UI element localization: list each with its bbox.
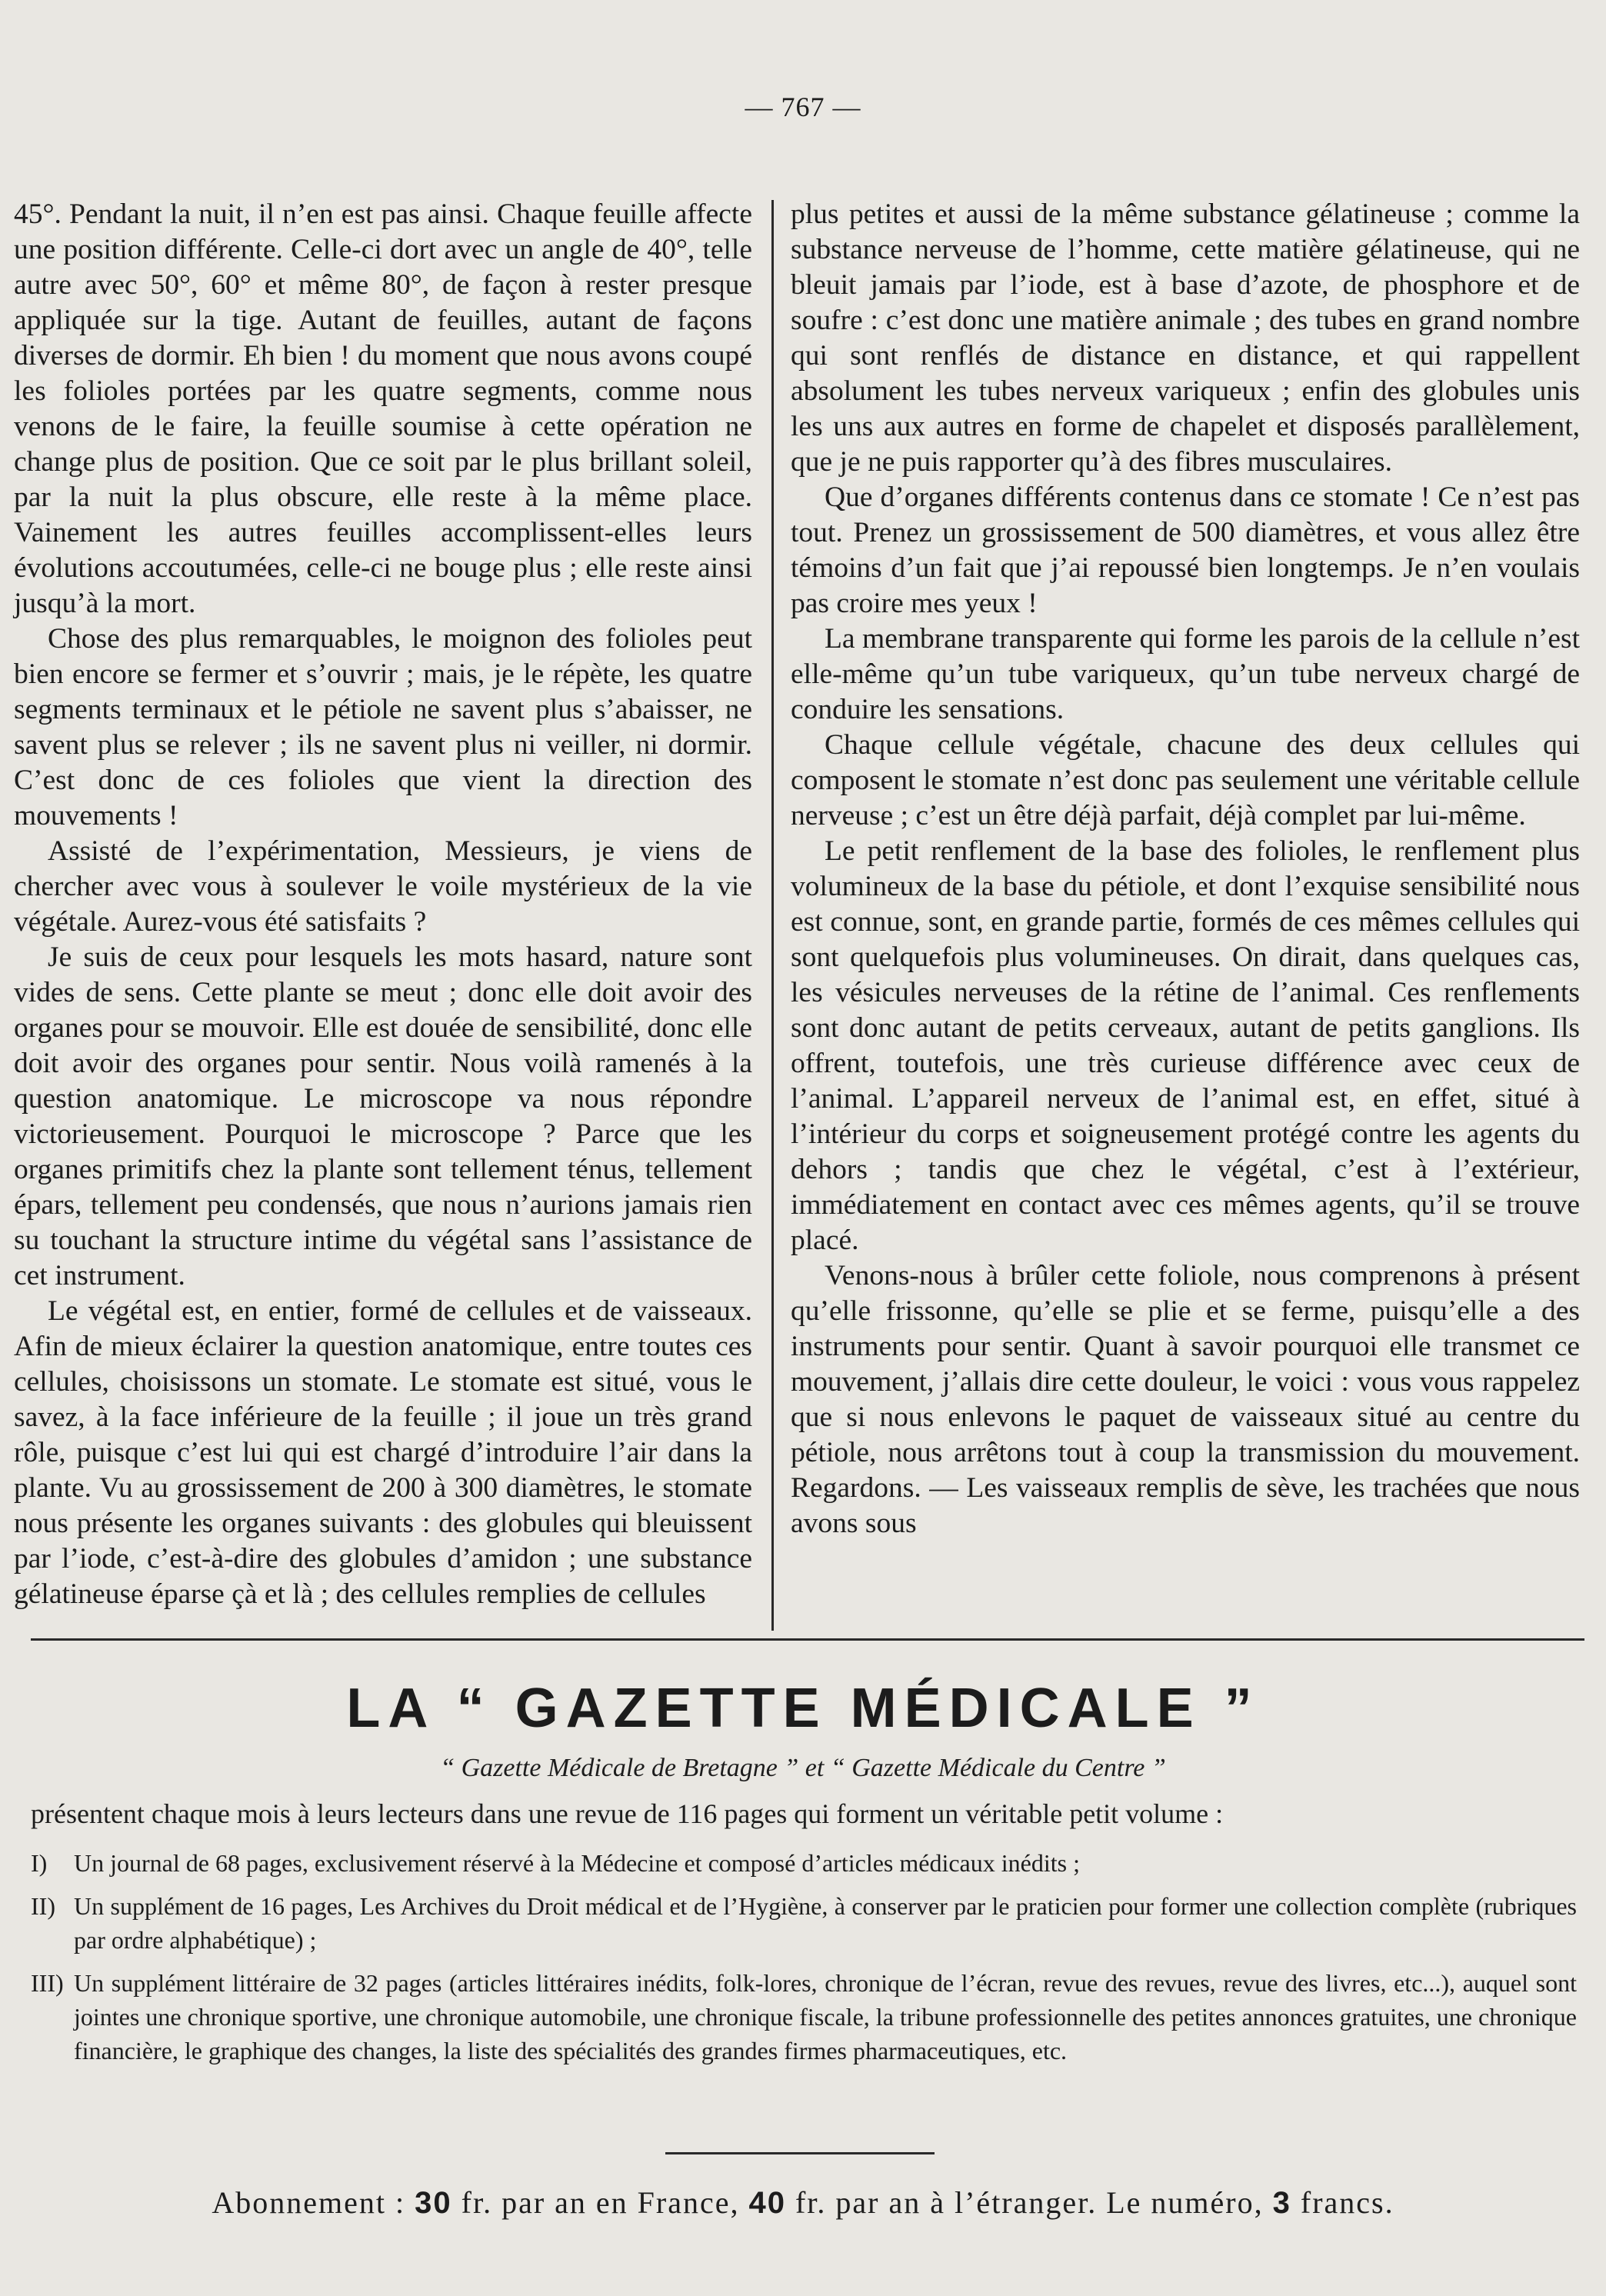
ad-item-number: I) [31, 1849, 48, 1877]
price-abroad: 40 [748, 2186, 786, 2220]
subscription-line [0, 2184, 1606, 2221]
paragraph: plus petites et aussi de la même substance gélatineuse ; comme la substance nerveuse de l’homme, cette matière gélatineuse, qui ne bleuit jamais par l’iode, est à base d’azote, de phosphore et de soufre : c’est donc une matière animale ; des tubes en grand nombre qui sont renflés de distance en distance, et qui rappellent absolument les tubes nerveux variqueux ; enfin des globules unis les uns aux autres en forme de chapelet et disposés parallèlement, que je ne puis rapporter qu’à des fibres musculaires. [791, 198, 1580, 478]
ad-list-item [31, 1889, 1577, 1957]
ad-item-text: Un journal de 68 pages, exclusivement réservé à la Médecine et composé d’articles médicaux inédits ; [74, 1849, 1080, 1877]
paragraph: Chose des plus remarquables, le moignon des folioles peut bien encore se fermer et s’ouvrir ; mais, je le répète, les quatre segments terminaux et le pétiole ne savent plus s’abaisser, ne savent plus se relever ; ils ne savent plus ni veiller, ni dormir. C’est donc de ces folioles que vient la direction des mouvements ! [14, 623, 752, 831]
paragraph: Le petit renflement de la base des folioles, le renflement plus volumineux de la base du pétiole, et dont l’exquise sensibilité nous est connue, sont, en grande partie, formés de ces mêmes cellules qui sont quelquefois plus volumineuses. On dirait, dans quelques cas, les vésicules nerveuses de la rétine de l’animal. Ces renflements sont donc autant de petits cerveaux, autant de petits ganglions. Ils offrent, toutefois, une très curieuse différence avec ceux de l’animal. L’appareil nerveux de l’animal est, en effet, situé à l’intérieur du corps et soigneusement protégé contre les agents du dehors ; tandis que chez le végétal, c’est à l’extérieur, immédiatement en contact avec ces mêmes agents, qu’il se trouve placé. [791, 835, 1580, 1256]
ad-item-text: Un supplément littéraire de 32 pages (articles littéraires inédits, folk-lores, chronique de l’écran, revue des revues, revue des livres, etc...), auquel sont jointes une chronique sportive, une chronique automobile, une chronique fiscale, la tribune professionnelle des petites annonces gratuites, une chronique financière, le graphique des changes, la liste des spécialités des grandes firmes pharmaceutiques, etc. [74, 1969, 1577, 2064]
column-divider [771, 200, 774, 1631]
left-column [14, 197, 752, 1612]
paragraph: Chaque cellule végétale, chacune des deux cellules qui composent le stomate n’est donc pas seulement une véritable cellule nerveuse ; c’est un être déjà parfait, déjà complet par lui-même. [791, 729, 1580, 831]
price-france: 30 [415, 2186, 452, 2220]
subscription-prefix: Abonnement : [212, 2185, 406, 2220]
ad-subtitle: “ Gazette Médicale de Bretagne ” et “ Gazette Médicale du Centre ” [440, 1754, 1166, 1782]
paragraph: 45°. Pendant la nuit, il n’en est pas ainsi. Chaque feuille affecte une position différente. Celle-ci dort avec un angle de 40°, telle autre avec 50°, 60° et même 80°, de façon à rester presque appliquée sur la tige. Autant de feuilles, autant de façons diverses de dormir. Eh bien ! du moment que nous avons coupé les folioles portées par les quatre segments, comme nous venons de le faire, la feuille soumise à cette opération ne change plus de position. Que ce soit par le plus brillant soleil, par la nuit la plus obscure, elle reste à la même place. Vainement les autres feuilles accomplissent-elles leurs évolutions accoutumées, celle-ci ne bouge plus ; elle reste ainsi jusqu’à la mort. [14, 198, 752, 619]
ad-item-number: II) [31, 1892, 55, 1920]
subscription-text: fr. par an à l’étranger. Le numéro, [795, 2185, 1264, 2220]
right-column [791, 197, 1580, 1541]
ad-list-item [31, 1846, 1577, 1880]
paragraph: Venons-nous à brûler cette foliole, nous comprenons à présent qu’elle frissonne, qu’elle se plie et se ferme, puisqu’elle a des instruments pour sentir. Quant à savoir pourquoi elle transmet ce mouvement, j’allais dire cette douleur, le voici : vous vous rappelez que si nous enlevons le paquet de vaisseaux situé au centre du pétiole, nous arrêtons tout à coup la transmission du mouvement. Regardons. — Les vaisseaux remplis de sève, les trachées que nous avons sous [791, 1260, 1580, 1539]
paragraph: La membrane transparente qui forme les parois de la cellule n’est elle-même qu’un tube variqueux, qu’un tube nerveux chargé de conduire les sensations. [791, 623, 1580, 725]
price-issue: 3 [1272, 2186, 1291, 2220]
short-divider [665, 2152, 935, 2154]
paragraph: Assisté de l’expérimentation, Messieurs, je viens de chercher avec vous à soulever le voile mystérieux de la vie végétale. Aurez-vous été satisfaits ? [14, 835, 752, 938]
paragraph: Je suis de ceux pour lesquels les mots hasard, nature sont vides de sens. Cette plante se meut ; donc elle doit avoir des organes pour se mouvoir. Elle est douée de sensibilité, donc elle doit avoir des organes pour sentir. Nous voilà ramenés à la question anatomique. Le microscope va nous répondre victorieusement. Pourquoi le microscope ? Parce que les organes primitifs chez la plante sont tellement ténus, tellement épars, tellement peu condensés, que nous n’aurions jamais rien su touchant la structure intime du végétal sans l’assistance de cet instrument. [14, 941, 752, 1291]
subscription-text: fr. par an en France, [461, 2185, 740, 2220]
paragraph: Le végétal est, en entier, formé de cellules et de vaisseaux. Afin de mieux éclairer la question anatomique, entre toutes ces cellules, choisissons un stomate. Le stomate est situé, vous le savez, à la face inférieure de la feuille ; il joue un très grand rôle, puisque c’est lui qui est chargé d’introduire l’air dans la plante. Vu au grossissement de 200 à 300 diamètres, le stomate nous présente les organes suivants : des globules qui bleuissent par l’iode, c’est-à-dire des globules d’amidon ; une substance gélatineuse éparse çà et là ; des cellules remplies de cellules [14, 1295, 752, 1610]
ad-intro: présentent chaque mois à leurs lecteurs dans une revue de 116 pages qui forment un véritable petit volume : [31, 1798, 1224, 1829]
page-number: — 767 — [745, 92, 861, 122]
ad-list [31, 1846, 1577, 2077]
ad-item-text: Un supplément de 16 pages, Les Archives du Droit médical et de l’Hygiène, à conserver par le praticien pour former une collection complète (rubriques par ordre alphabétique) ; [74, 1892, 1577, 1954]
subscription-suffix: francs. [1300, 2185, 1394, 2220]
ad-list-item [31, 1966, 1577, 2068]
paragraph: Que d’organes différents contenus dans ce stomate ! Ce n’est pas tout. Prenez un grossissement de 500 diamètres, et vous allez être témoins d’un fait que j’ai repoussé bien longtemps. Je n’en voulais pas croire mes yeux ! [791, 482, 1580, 619]
section-divider [31, 1638, 1584, 1641]
ad-item-number: III) [31, 1969, 64, 1997]
ad-title: LA “ GAZETTE MÉDICALE ” [346, 1678, 1260, 1739]
